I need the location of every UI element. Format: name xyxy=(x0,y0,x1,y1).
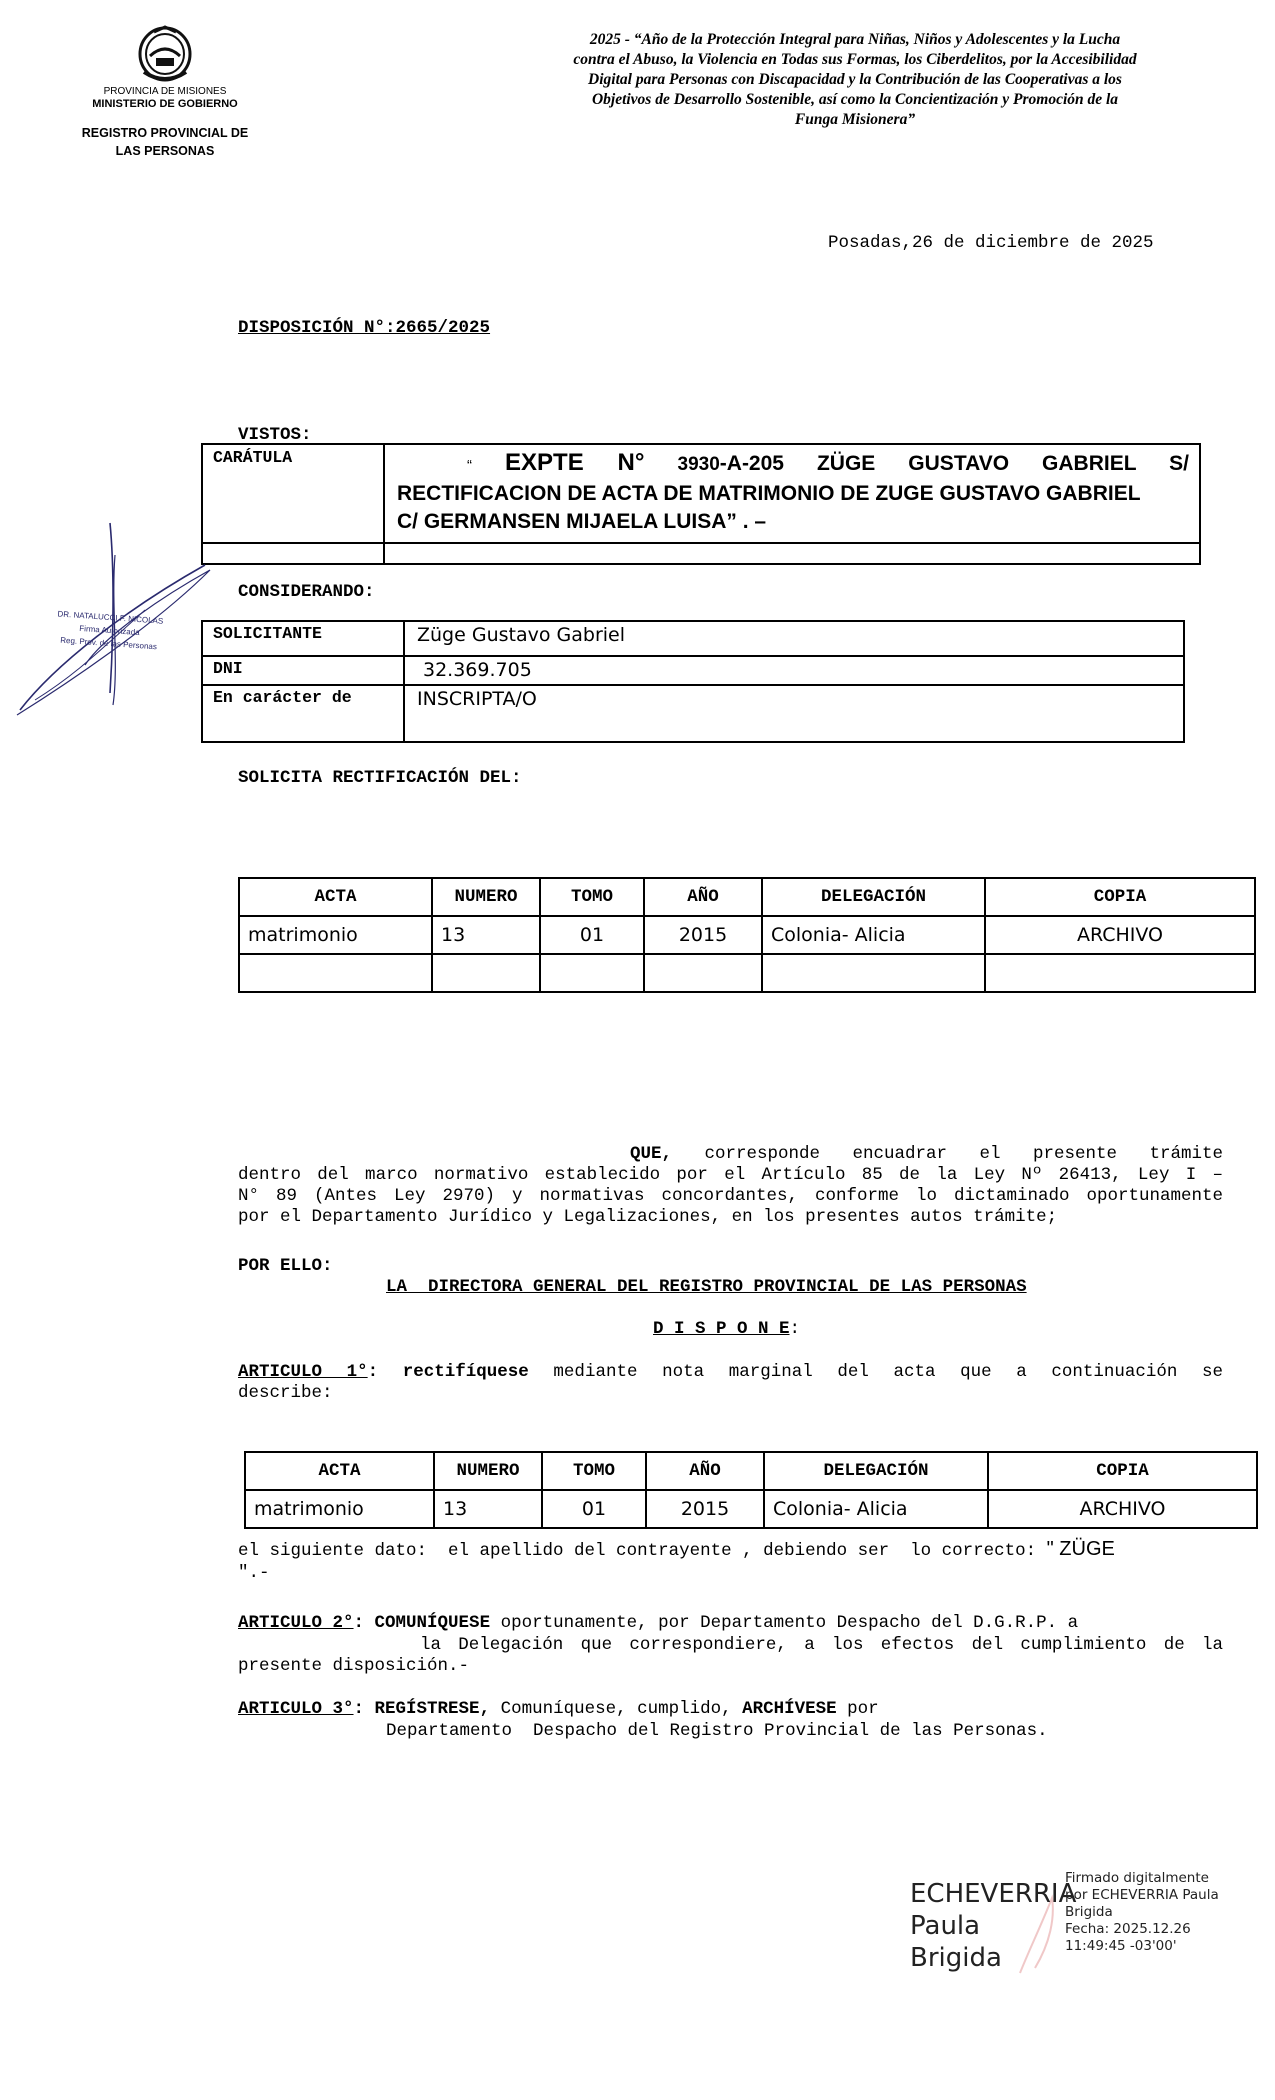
motto-line: 2025 - “Año de la Protección Integral para Niñas, Niños y Adolescentes y la Lucha xyxy=(589,31,1121,48)
art1-line1-rest: mediante nota marginal del acta que a continuación se xyxy=(528,1362,1223,1382)
sig-note-line: Brigida xyxy=(1065,1904,1113,1920)
cell-copia: ARCHIVO xyxy=(988,1490,1257,1528)
table-row xyxy=(239,916,1255,954)
ministry-name: MINISTERIO DE GOBIERNO xyxy=(92,98,238,110)
stamp-line: DR. NATALUCCI F. NICOLAS xyxy=(57,609,164,626)
dni-value: 32.369.705 xyxy=(404,656,1184,685)
art3-verb2: ARCHÍVESE xyxy=(742,1699,837,1719)
caratula-empty-cell xyxy=(202,543,384,564)
cell-acta: matrimonio xyxy=(239,916,432,954)
dispone-colon: : xyxy=(789,1319,801,1339)
art3-after: por xyxy=(836,1699,879,1719)
cell-anio: 2015 xyxy=(646,1490,764,1528)
header-tomo: TOMO xyxy=(540,878,644,916)
caratula-number: 3930 xyxy=(677,454,720,475)
sig-note-line: por ECHEVERRIA Paula xyxy=(1065,1887,1219,1903)
header-acta: ACTA xyxy=(245,1452,434,1490)
rectified-data-line xyxy=(238,1538,1228,1584)
cell-numero: 13 xyxy=(432,916,540,954)
art3-line1 xyxy=(238,1699,1223,1721)
signer-surname: ECHEVERRIA xyxy=(910,1879,1077,1909)
solicitante-value: Züge Gustavo Gabriel xyxy=(404,621,1184,656)
date-line: Posadas,26 de diciembre de 2025 xyxy=(828,233,1154,253)
cell-copia: ARCHIVO xyxy=(985,916,1255,954)
articulo-3 xyxy=(238,1699,1223,1742)
solicitante-label: SOLICITANTE xyxy=(202,621,404,656)
dato-end: ".- xyxy=(238,1563,270,1583)
dni-label: DNI xyxy=(202,656,404,685)
header-acta: ACTA xyxy=(239,878,432,916)
cell-tomo: 01 xyxy=(540,916,644,954)
art3-colon: : xyxy=(353,1699,375,1719)
authorized-signature-stamp xyxy=(51,607,168,654)
disposicion-title: DISPOSICIÓN N°:2665/2025 xyxy=(238,318,491,338)
cell-delegacion: Colonia- Alicia xyxy=(762,916,985,954)
art2-line3: presente disposición.- xyxy=(238,1656,470,1676)
provincial-seal-icon xyxy=(132,24,198,84)
caratula-value xyxy=(384,444,1200,543)
art2-line2: la Delegación que correspondiere, a los efectos del cumplimiento de la xyxy=(420,1634,1223,1655)
motto-line: contra el Abuso, la Violencia en Todas sus Formas, los Ciberdelitos, por la Accesibilidad xyxy=(573,51,1137,68)
motto-line: Digital para Personas con Discapacidad y la Contribución de las Cooperativas a los xyxy=(588,71,1122,88)
caratula-line3: C/ GERMANSEN MIJAELA LUISA” . – xyxy=(397,510,767,533)
header-anio: AÑO xyxy=(644,878,762,916)
header-copia: COPIA xyxy=(988,1452,1257,1490)
caratula-line1 xyxy=(397,449,1189,480)
por-ello-label: POR ELLO: xyxy=(238,1256,333,1276)
header-delegacion: DELEGACIÓN xyxy=(762,878,985,916)
caratula-empty-cell xyxy=(384,543,1200,564)
province-name: PROVINCIA DE MISIONES xyxy=(103,86,227,97)
considerando-label: CONSIDERANDO: xyxy=(238,582,375,602)
signer-given-names: Paula Brigida xyxy=(910,1911,1002,1973)
dato-text: el siguiente dato: el apellido del contrayente , debiendo ser lo correcto: xyxy=(238,1541,1047,1561)
dispone-heading: D I S P O N E xyxy=(653,1319,790,1339)
digital-signature-note xyxy=(1065,1870,1245,1955)
art2-line1 xyxy=(238,1613,1223,1635)
solicitante-table xyxy=(201,620,1185,743)
art1-line1 xyxy=(238,1362,1223,1383)
articulo-2 xyxy=(238,1613,1223,1678)
dato-correct-value: " ZÜGE xyxy=(1046,1538,1115,1560)
motto-line: Objetivos de Desarrollo Sostenible, así como la Concientización y Promoción de la xyxy=(591,91,1119,108)
header-motto xyxy=(535,30,1175,130)
signer-name xyxy=(910,1878,1077,1974)
letterhead-logo-block xyxy=(70,24,260,160)
caracter-label: En carácter de xyxy=(202,685,404,742)
acta-table-original xyxy=(238,877,1256,993)
que-paragraph xyxy=(238,1144,1223,1228)
table-row xyxy=(245,1490,1257,1528)
que-line4: por el Departamento Jurídico y Legalizaciones, en los presentes autos trámite; xyxy=(238,1207,1058,1227)
art3-verb1: REGÍSTRESE, xyxy=(374,1699,491,1719)
cell-delegacion: Colonia- Alicia xyxy=(764,1490,988,1528)
articulo-1 xyxy=(238,1362,1223,1404)
dispone-line xyxy=(653,1319,800,1339)
directora-line: LA DIRECTORA GENERAL DEL REGISTRO PROVINCIAL DE LAS PERSONAS xyxy=(386,1277,1027,1297)
solicita-label: SOLICITA RECTIFICACIÓN DEL: xyxy=(238,768,522,788)
header-anio: AÑO xyxy=(646,1452,764,1490)
caratula-label: CARÁTULA xyxy=(202,444,384,543)
art2-line1-rest: oportunamente, por Departamento Despacho del D.G.R.P. a xyxy=(490,1613,1079,1633)
header-numero: NUMERO xyxy=(432,878,540,916)
sig-note-line: Fecha: 2025.12.26 xyxy=(1065,1921,1191,1937)
sig-note-line: 11:49:45 -03'00' xyxy=(1065,1938,1177,1954)
motto-line: Funga Misionera” xyxy=(794,111,916,128)
vistos-label: VISTOS: xyxy=(238,425,312,445)
stamp-line: Firma Autorizada xyxy=(79,623,140,638)
art1-line2: describe: xyxy=(238,1383,333,1403)
cell-anio: 2015 xyxy=(644,916,762,954)
que-line1-rest: corresponde encuadrar el presente trámite xyxy=(672,1144,1223,1164)
header-tomo: TOMO xyxy=(542,1452,646,1490)
art2-label: ARTICULO 2° xyxy=(238,1613,354,1633)
table-header-row xyxy=(239,878,1255,916)
cell-acta: matrimonio xyxy=(245,1490,434,1528)
art3-label: ARTICULO 3° xyxy=(238,1699,354,1719)
que-line1 xyxy=(238,1144,1223,1165)
acta-table-rectified xyxy=(244,1451,1258,1529)
art3-middle: Comuníquese, cumplido, xyxy=(490,1699,743,1719)
caratula-open-quote: “ xyxy=(467,457,472,474)
que-line3: N° 89 (Antes Ley 2970) y normativas concordantes, conforme lo dictaminado oportunamente xyxy=(238,1186,1223,1206)
art1-label: ARTICULO 1° xyxy=(238,1362,368,1382)
registry-name-line2: LAS PERSONAS xyxy=(115,144,215,158)
stamp-line: Reg. Prov. de las Personas xyxy=(59,635,158,652)
art2-verb: COMUNÍQUESE xyxy=(374,1613,491,1633)
table-header-row xyxy=(245,1452,1257,1490)
cell-tomo: 01 xyxy=(542,1490,646,1528)
que-line2: dentro del marco normativo establecido por el Artículo 85 de la Ley Nº 26413, Ley I – xyxy=(238,1165,1223,1185)
caracter-value: INSCRIPTA/O xyxy=(404,685,1184,742)
registry-name-line1: REGISTRO PROVINCIAL DE xyxy=(81,126,249,140)
header-copia: COPIA xyxy=(985,878,1255,916)
art2-colon: : xyxy=(353,1613,375,1633)
caratula-rest: -A-205 ZÜGE GUSTAVO GABRIEL S/ xyxy=(719,452,1189,475)
header-numero: NUMERO xyxy=(434,1452,542,1490)
cell-numero: 13 xyxy=(434,1490,542,1528)
table-row-empty xyxy=(239,954,1255,992)
caratula-expte: EXPTE N° xyxy=(505,449,645,476)
que-keyword: QUE, xyxy=(630,1144,673,1164)
caratula-line2: RECTIFICACION DE ACTA DE MATRIMONIO DE ZUGE GUSTAVO GABRIEL xyxy=(397,482,1141,505)
header-delegacion: DELEGACIÓN xyxy=(764,1452,988,1490)
art1-verb: rectifíquese xyxy=(402,1362,529,1382)
sig-note-line: Firmado digitalmente xyxy=(1065,1870,1209,1886)
art3-line2: Departamento Despacho del Registro Provincial de las Personas. xyxy=(386,1720,1048,1741)
caratula-table xyxy=(201,443,1201,565)
art1-colon: : xyxy=(367,1362,379,1382)
